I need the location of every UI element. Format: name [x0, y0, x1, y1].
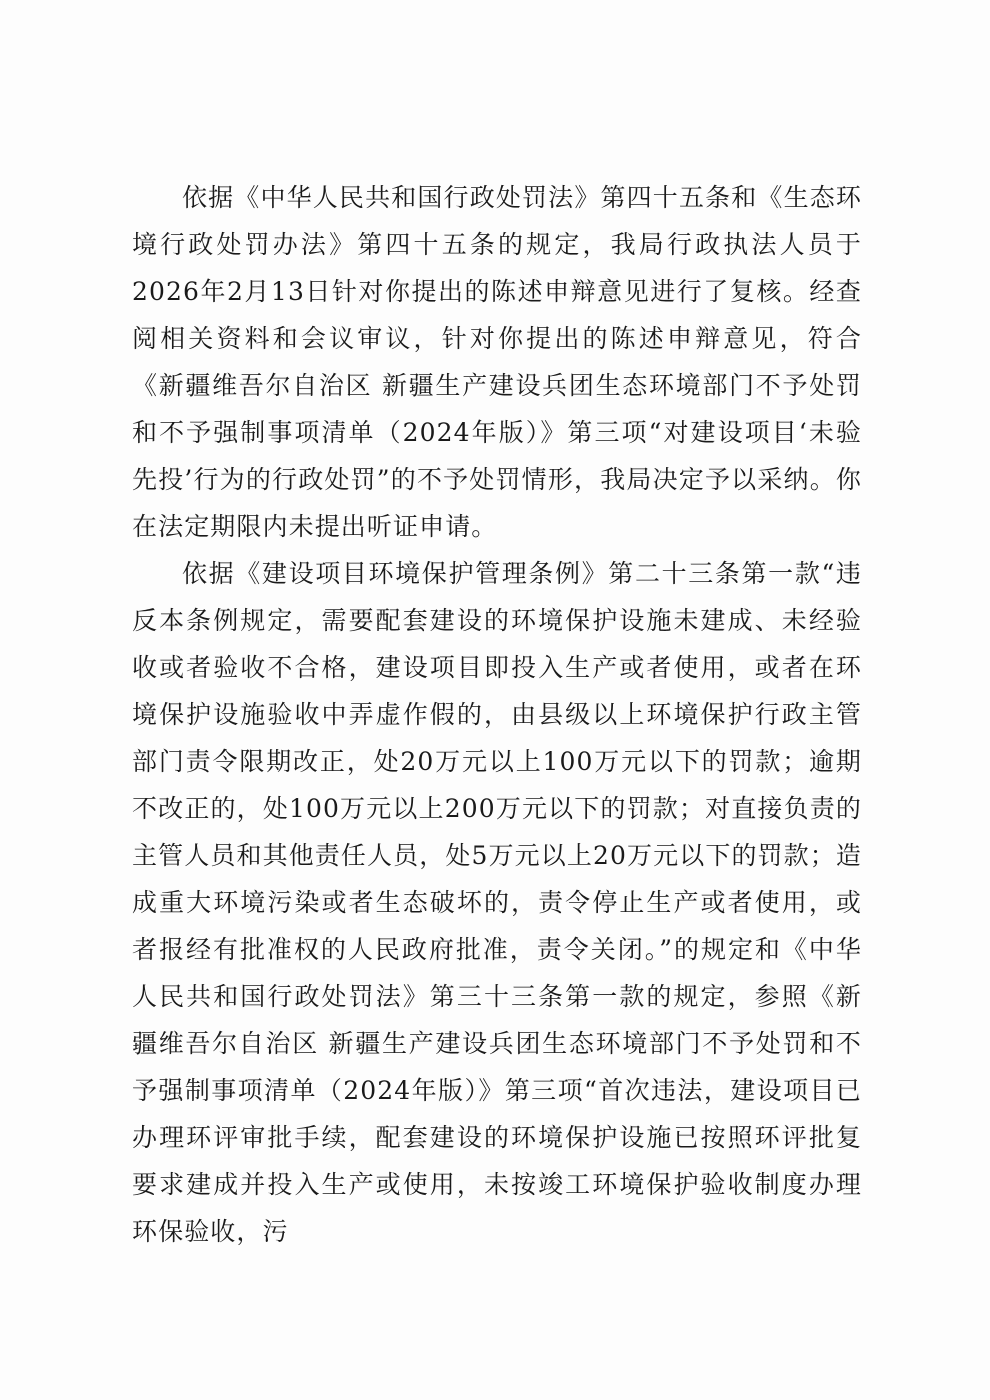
document-body — [132, 174, 862, 1255]
paragraph-review-decision: 依据《中华人民共和国行政处罚法》第四十五条和《生态环境行政处罚办法》第四十五条的规定，我局行政执法人员于2026年2月13日针对你提出的陈述申辩意见进行了复核。经查阅相关资料和会议审议，针对你提出的陈述申辩意见，符合《新疆维吾尔自治区 新疆生产建设兵团生态环境部门不予处罚和不予强制事项清单（2024年版）》第三项“对建设项目‘未验先投’行为的行政处罚”的不予处罚情形，我局决定予以采纳。你在法定期限内未提出听证申请。 — [132, 183, 862, 541]
paragraph-legal-basis: 依据《建设项目环境保护管理条例》第二十三条第一款“违反本条例规定，需要配套建设的环境保护设施未建成、未经验收或者验收不合格，建设项目即投入生产或者使用，或者在环境保护设施验收中弄虚作假的，由县级以上环境保护行政主管部门责令限期改正，处20万元以上100万元以下的罚款；逾期不改正的，处100万元以上200万元以下的罚款；对直接负责的主管人员和其他责任人员，处5万元以上20万元以下的罚款；造成重大环境污染或者生态破坏的，责令停止生产或者使用，或者报经有批准权的人民政府批准，责令关闭。”的规定和《中华人民共和国行政处罚法》第三十三条第一款的规定，参照《新疆维吾尔自治区 新疆生产建设兵团生态环境部门不予处罚和不予强制事项清单（2024年版）》第三项“首次违法，建设项目已办理环评审批手续，配套建设的环境保护设施已按照环评批复要求建成并投入生产或使用，未按竣工环境保护验收制度办理环保验收，污 — [132, 559, 862, 1246]
